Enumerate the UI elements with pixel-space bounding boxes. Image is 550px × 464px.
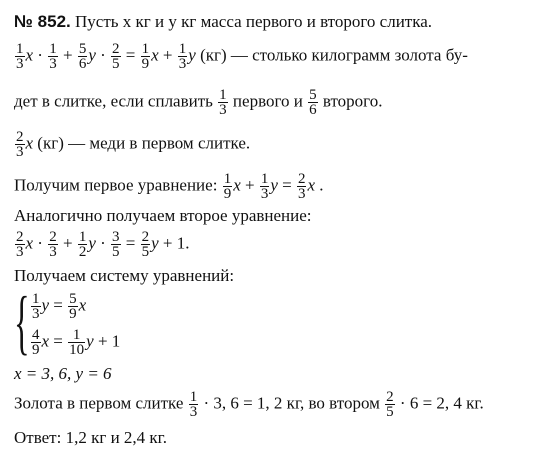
- fraction: $\frac{1}{3}$: [16, 41, 24, 72]
- problem-header: [14, 12, 432, 32]
- copper-text: (кг) — меди в первом слитке.: [37, 133, 251, 153]
- fraction: $\frac{4}{9}$: [32, 327, 40, 358]
- fraction: $\frac{5}{9}$: [69, 291, 77, 322]
- fraction: $\frac{1}{10}$: [69, 327, 85, 358]
- fraction: $\frac{2}{3}$: [16, 229, 24, 260]
- gold-amounts: [14, 390, 484, 419]
- fraction: $\frac{1}{3}$: [189, 389, 198, 420]
- fraction: $\frac{5}{6}$: [78, 41, 87, 72]
- fraction: $\frac{2}{5}$: [386, 389, 394, 420]
- continuation-text: дет в слитке, если сплавить: [14, 91, 213, 111]
- fraction: $\frac{5}{6}$: [309, 87, 317, 118]
- system-label: Получаем систему уравнений:: [14, 266, 235, 285]
- fraction: $\frac{2}{3}$: [297, 171, 306, 202]
- gold-expression: $\frac{1}{3}$ x · $\frac{1}{3}$ + $\frac{5}{6}$ y · $\frac{2}{5}$ = $\frac{1}{9}$ x + $\frac{1}{3}$ y (кг) — столько килограмм золота бу-: [16, 41, 468, 72]
- gold-suffix: · 6 = 2, 4 кг.: [399, 393, 484, 413]
- fraction: $\frac{1}{3}$: [219, 87, 227, 118]
- fraction: $\frac{1}{3}$: [32, 291, 40, 322]
- first-equation-label: Получим первое уравнение:: [14, 175, 218, 195]
- fraction: $\frac{1}{3}$: [49, 41, 57, 72]
- fraction: $\frac{3}{5}$: [112, 229, 120, 260]
- problem-number: № 852.: [14, 12, 71, 31]
- second-equation-label: Аналогично получаем второе уравнение:: [14, 206, 312, 225]
- second-word: второго.: [322, 91, 383, 111]
- system-equation-1: $\frac{1}{3}$ y = $\frac{5}{9}$ x: [32, 291, 87, 322]
- fraction: $\frac{2}{3}$: [49, 229, 57, 260]
- gold-middle: · 3, 6 = 1, 2 кг, во втором: [203, 393, 380, 413]
- fraction: $\frac{2}{5}$: [112, 41, 120, 72]
- system-brace: {: [14, 282, 30, 362]
- fraction: $\frac{2}{3}$: [16, 129, 24, 160]
- system-equation-2: $\frac{4}{9}$ x = $\frac{1}{10}$ y + 1: [32, 327, 121, 358]
- solution-values: x = 3, 6, y = 6: [14, 364, 112, 383]
- fraction: $\frac{2}{5}$: [141, 229, 150, 260]
- fraction: $\frac{1}{9}$: [223, 171, 232, 202]
- second-equation: $\frac{2}{3}$ x · $\frac{2}{3}$ + $\frac{1}{2}$ y · $\frac{3}{5}$ = $\frac{2}{5}$ y + 1.: [16, 229, 190, 260]
- gold-prefix: Золота в первом слитке: [14, 393, 184, 413]
- answer: Ответ: 1,2 кг и 2,4 кг.: [14, 428, 167, 447]
- first-word: первого и: [232, 91, 303, 111]
- first-equation: Получим первое уравнение: $\frac{1}{9}$ x + $\frac{1}{3}$ y = $\frac{2}{3}$ x .: [14, 171, 324, 202]
- copper-line: $\frac{2}{3}$ x (кг) — меди в первом слитке.: [16, 129, 251, 160]
- fraction: $\frac{1}{3}$: [178, 41, 187, 72]
- gold-expression-continuation: [14, 88, 382, 117]
- gold-expression-text: (кг) — столько килограмм золота бу-: [200, 45, 468, 65]
- problem-intro: Пусть x кг и y кг масса первого и второго слитка.: [75, 12, 433, 31]
- fraction: $\frac{1}{3}$: [260, 171, 269, 202]
- fraction: $\frac{1}{9}$: [141, 41, 150, 72]
- fraction: $\frac{1}{2}$: [78, 229, 87, 260]
